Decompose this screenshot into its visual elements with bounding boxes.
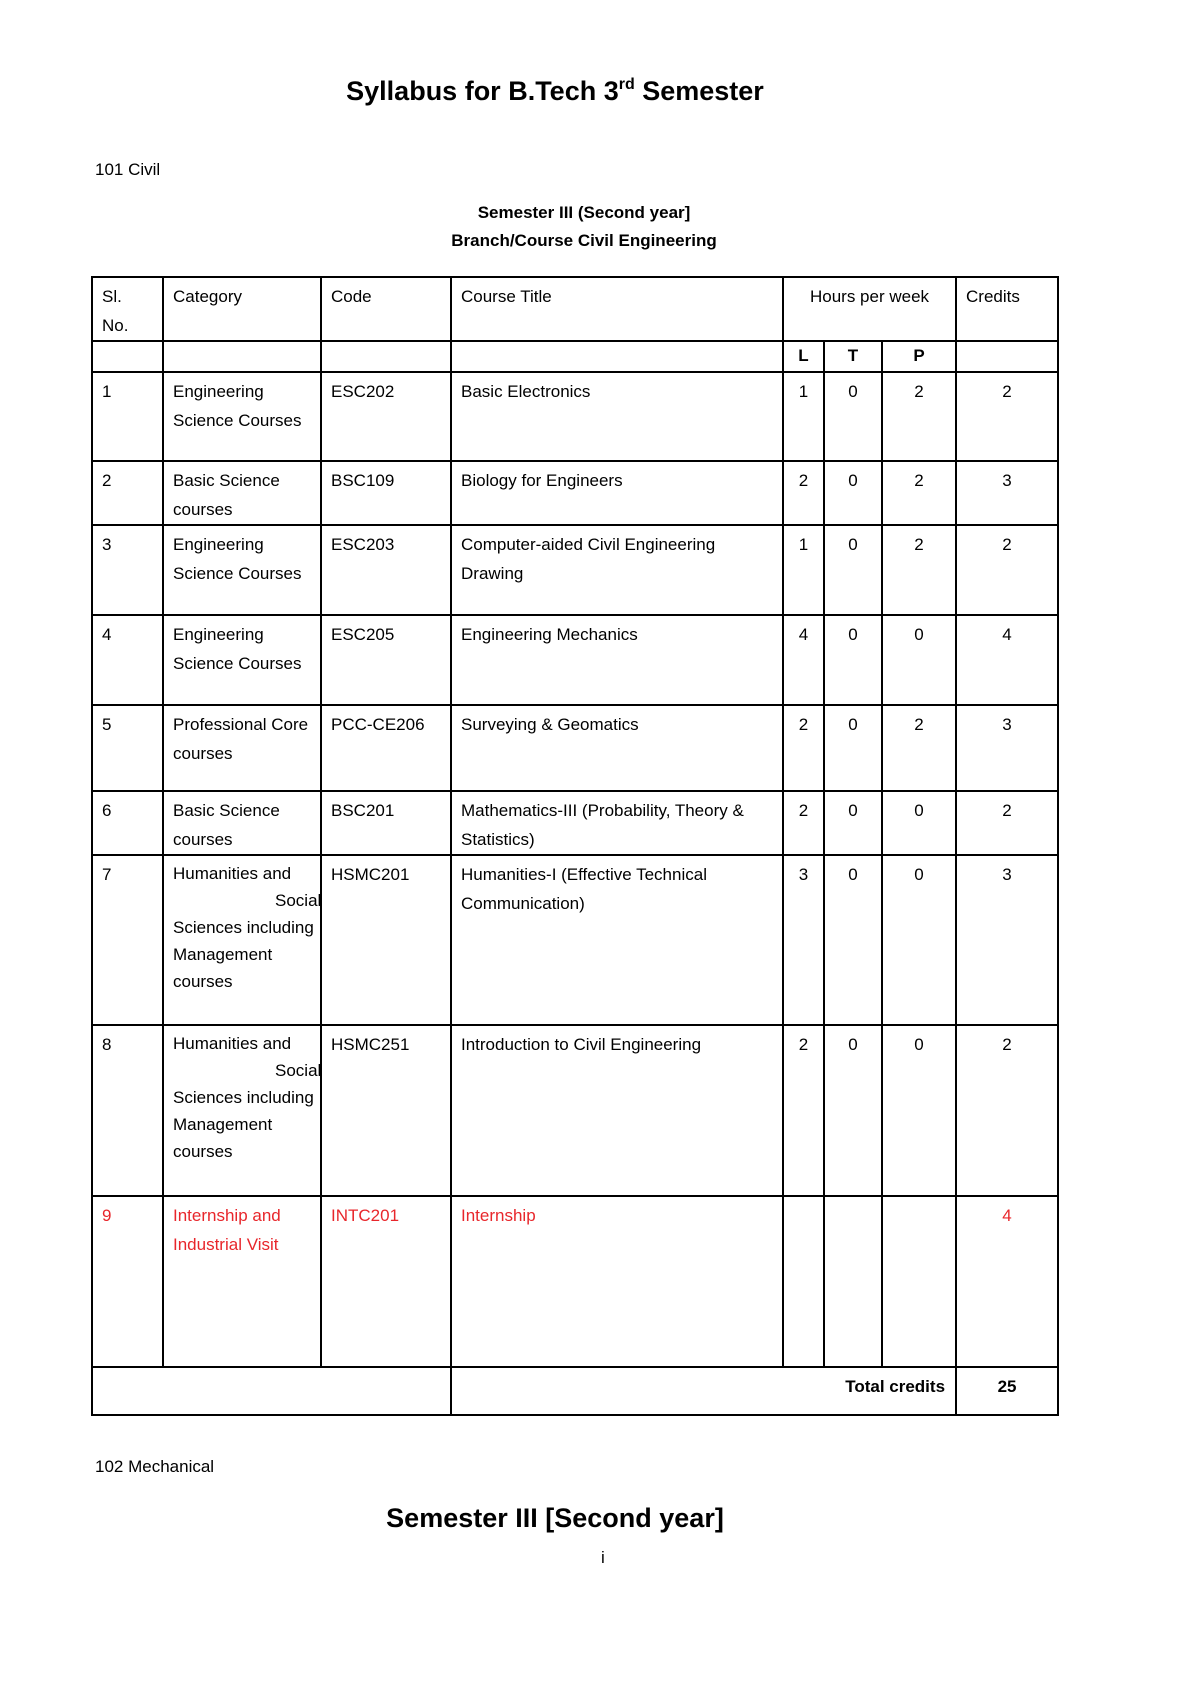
semester-heading: Semester III (Second year] bbox=[477, 203, 691, 222]
total-credits-value: 25 bbox=[956, 1367, 1058, 1415]
header-t: T bbox=[824, 341, 882, 372]
section-label-mechanical: 102 Mechanical bbox=[95, 1457, 215, 1476]
table-row: 7 Humanities and Social Sciences including Management courses HSMC201 Humanities-I (Effective Technical Communication) 3 0 0 3 bbox=[92, 855, 1058, 1025]
table-row: 1 Engineering Science Courses ESC202 Basic Electronics 1 0 2 2 bbox=[92, 372, 1058, 461]
table-row-highlighted: 9 Internship and Industrial Visit INTC201 Internship 4 bbox=[92, 1196, 1058, 1367]
page-title: Syllabus for B.Tech 3rd Semester bbox=[346, 76, 764, 106]
section-label-civil: 101 Civil bbox=[95, 160, 161, 179]
branch-heading: Branch/Course Civil Engineering bbox=[451, 231, 717, 250]
table-row: 3 Engineering Science Courses ESC203 Computer-aided Civil Engineering Drawing 1 0 2 2 bbox=[92, 525, 1058, 615]
table-row: 8 Humanities and Social Sciences including Management courses HSMC251 Introduction to Civil Engineering 2 0 0 2 bbox=[92, 1025, 1058, 1196]
header-slno: Sl. No. bbox=[92, 277, 163, 341]
header-p: P bbox=[882, 341, 956, 372]
table-row: 2 Basic Science courses BSC109 Biology for Engineers 2 0 2 3 bbox=[92, 461, 1058, 525]
header-credits: Credits bbox=[956, 277, 1058, 341]
table-header-row bbox=[92, 277, 1058, 341]
total-credits-label: Total credits bbox=[451, 1367, 956, 1415]
header-hours-per-week: Hours per week bbox=[783, 277, 956, 341]
header-course-title: Course Title bbox=[451, 277, 783, 341]
total-row bbox=[92, 1367, 1058, 1415]
header-category: Category bbox=[163, 277, 321, 341]
syllabus-table bbox=[91, 276, 1059, 1416]
table-row: 5 Professional Core courses PCC-CE206 Surveying & Geomatics 2 0 2 3 bbox=[92, 705, 1058, 791]
table-row: 4 Engineering Science Courses ESC205 Engineering Mechanics 4 0 0 4 bbox=[92, 615, 1058, 705]
table-row: 6 Basic Science courses BSC201 Mathematics-III (Probability, Theory & Statistics) 2 0 0 2 bbox=[92, 791, 1058, 855]
semester-heading-mechanical: Semester III [Second year] bbox=[386, 1503, 724, 1533]
page-number: i bbox=[601, 1548, 605, 1567]
table-subheader-row bbox=[92, 341, 1058, 372]
header-code: Code bbox=[321, 277, 451, 341]
header-l: L bbox=[783, 341, 824, 372]
